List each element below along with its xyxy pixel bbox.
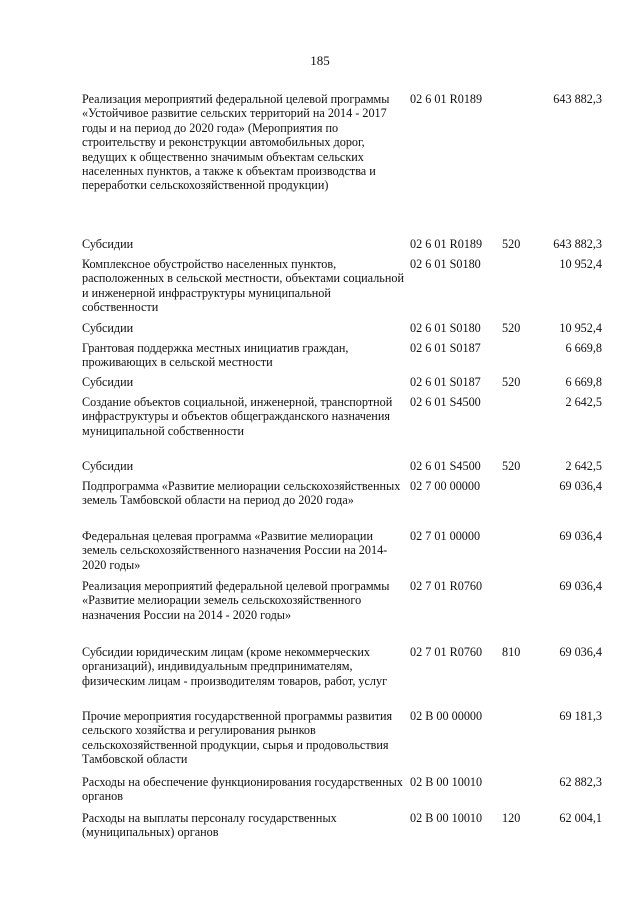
table-row <box>82 709 602 775</box>
table-row <box>82 321 602 341</box>
row-amount: 643 882,3 <box>553 92 602 106</box>
row-description: Субсидии <box>82 375 134 389</box>
row-description: Субсидии <box>82 237 134 251</box>
table-row <box>82 579 602 645</box>
row-code: 02 В 00 10010 <box>410 811 483 825</box>
table-row <box>82 479 602 529</box>
row-amount: 2 642,5 <box>565 395 602 409</box>
row-amount: 62 004,1 <box>559 811 602 825</box>
row-amount: 69 036,4 <box>559 579 602 593</box>
table-row <box>82 459 602 479</box>
row-type: 520 <box>502 321 521 335</box>
row-code: 02 6 01 S0180 <box>410 257 481 271</box>
row-amount: 10 952,4 <box>559 257 602 271</box>
row-amount: 69 036,4 <box>559 479 602 493</box>
row-code: 02 7 01 R0760 <box>410 579 483 593</box>
row-code: 02 7 01 R0760 <box>410 645 483 659</box>
row-type: 520 <box>502 459 521 473</box>
row-amount: 2 642,5 <box>565 459 602 473</box>
row-code: 02 В 00 10010 <box>410 775 483 789</box>
row-description: Создание объектов социальной, инженерной, транспортной инфраструктуры и объектов общегражданского назначения муниципальной собственности <box>82 395 393 438</box>
row-description: Подпрограмма «Развитие мелиорации сельскохозяйственных земель Тамбовской области на период до 2020 года» <box>82 479 401 508</box>
row-amount: 62 882,3 <box>559 775 602 789</box>
table-row <box>82 375 602 395</box>
row-type: 120 <box>502 811 521 825</box>
row-amount: 643 882,3 <box>553 237 602 251</box>
row-description: Расходы на выплаты персоналу государственных (муниципальных) органов <box>82 811 337 840</box>
row-description: Прочие мероприятия государственной программы развития сельского хозяйства и регулирования рынков сельскохозяйственной продукции, сырья и продовольствия Тамбовской области <box>82 709 393 767</box>
row-code: 02 6 01 S0187 <box>410 341 481 355</box>
table-row <box>82 775 602 811</box>
table-row <box>82 395 602 459</box>
table-row <box>82 92 602 237</box>
row-code: 02 7 01 00000 <box>410 529 481 543</box>
row-type: 520 <box>502 375 521 389</box>
row-code: 02 В 00 00000 <box>410 709 483 723</box>
row-type: 520 <box>502 237 521 251</box>
row-description: Субсидии <box>82 459 134 473</box>
row-description: Расходы на обеспечение функционирования государственных органов <box>82 775 403 804</box>
budget-table <box>82 92 602 845</box>
row-amount: 10 952,4 <box>559 321 602 335</box>
row-description: Реализация мероприятий федеральной целевой программы «Развитие мелиорации земель сельскохозяйственного назначения России на 2014 - 2020 годы» <box>82 579 390 622</box>
table-row <box>82 237 602 257</box>
table-row <box>82 645 602 709</box>
row-amount: 6 669,8 <box>565 375 602 389</box>
row-description: Субсидии <box>82 321 134 335</box>
row-code: 02 6 01 S0180 <box>410 321 481 335</box>
row-amount: 6 669,8 <box>565 341 602 355</box>
row-code: 02 6 01 R0189 <box>410 237 483 251</box>
row-description: Федеральная целевая программа «Развитие мелиорации земель сельскохозяйственного назначения России на 2014-2020 годы» <box>82 529 388 572</box>
row-amount: 69 036,4 <box>559 529 602 543</box>
row-description: Реализация мероприятий федеральной целевой программы «Устойчивое развитие сельских территорий на 2014 - 2017 годы и на период до 2020 года» (Мероприятия по строительству и реконструкции автомобильных дорог, ведущих к общественно значимым объектам сельских населенных пунктов, а также к объектам производства и переработки сельскохозяйственной продукции) <box>82 92 390 193</box>
row-amount: 69 036,4 <box>559 645 602 659</box>
row-code: 02 7 00 00000 <box>410 479 481 493</box>
table-row <box>82 257 602 321</box>
row-code: 02 6 01 S4500 <box>410 395 481 409</box>
row-code: 02 6 01 S0187 <box>410 375 481 389</box>
row-description: Субсидии юридическим лицам (кроме некоммерческих организаций), индивидуальным предпринимателям, физическим лицам - производителям товаров, работ, услуг <box>82 645 388 688</box>
row-type: 810 <box>502 645 521 659</box>
table-row <box>82 811 602 845</box>
page-number: 185 <box>310 53 330 68</box>
row-code: 02 6 01 S4500 <box>410 459 481 473</box>
row-description: Грантовая поддержка местных инициатив граждан, проживающих в сельской местности <box>82 341 349 370</box>
row-code: 02 6 01 R0189 <box>410 92 483 106</box>
table-row <box>82 529 602 579</box>
row-amount: 69 181,3 <box>559 709 602 723</box>
row-description: Комплексное обустройство населенных пунктов, расположенных в сельской местности, объектами социальной и инженерной инфраструктуры муниципальной собственности <box>82 257 404 315</box>
table-row <box>82 341 602 375</box>
